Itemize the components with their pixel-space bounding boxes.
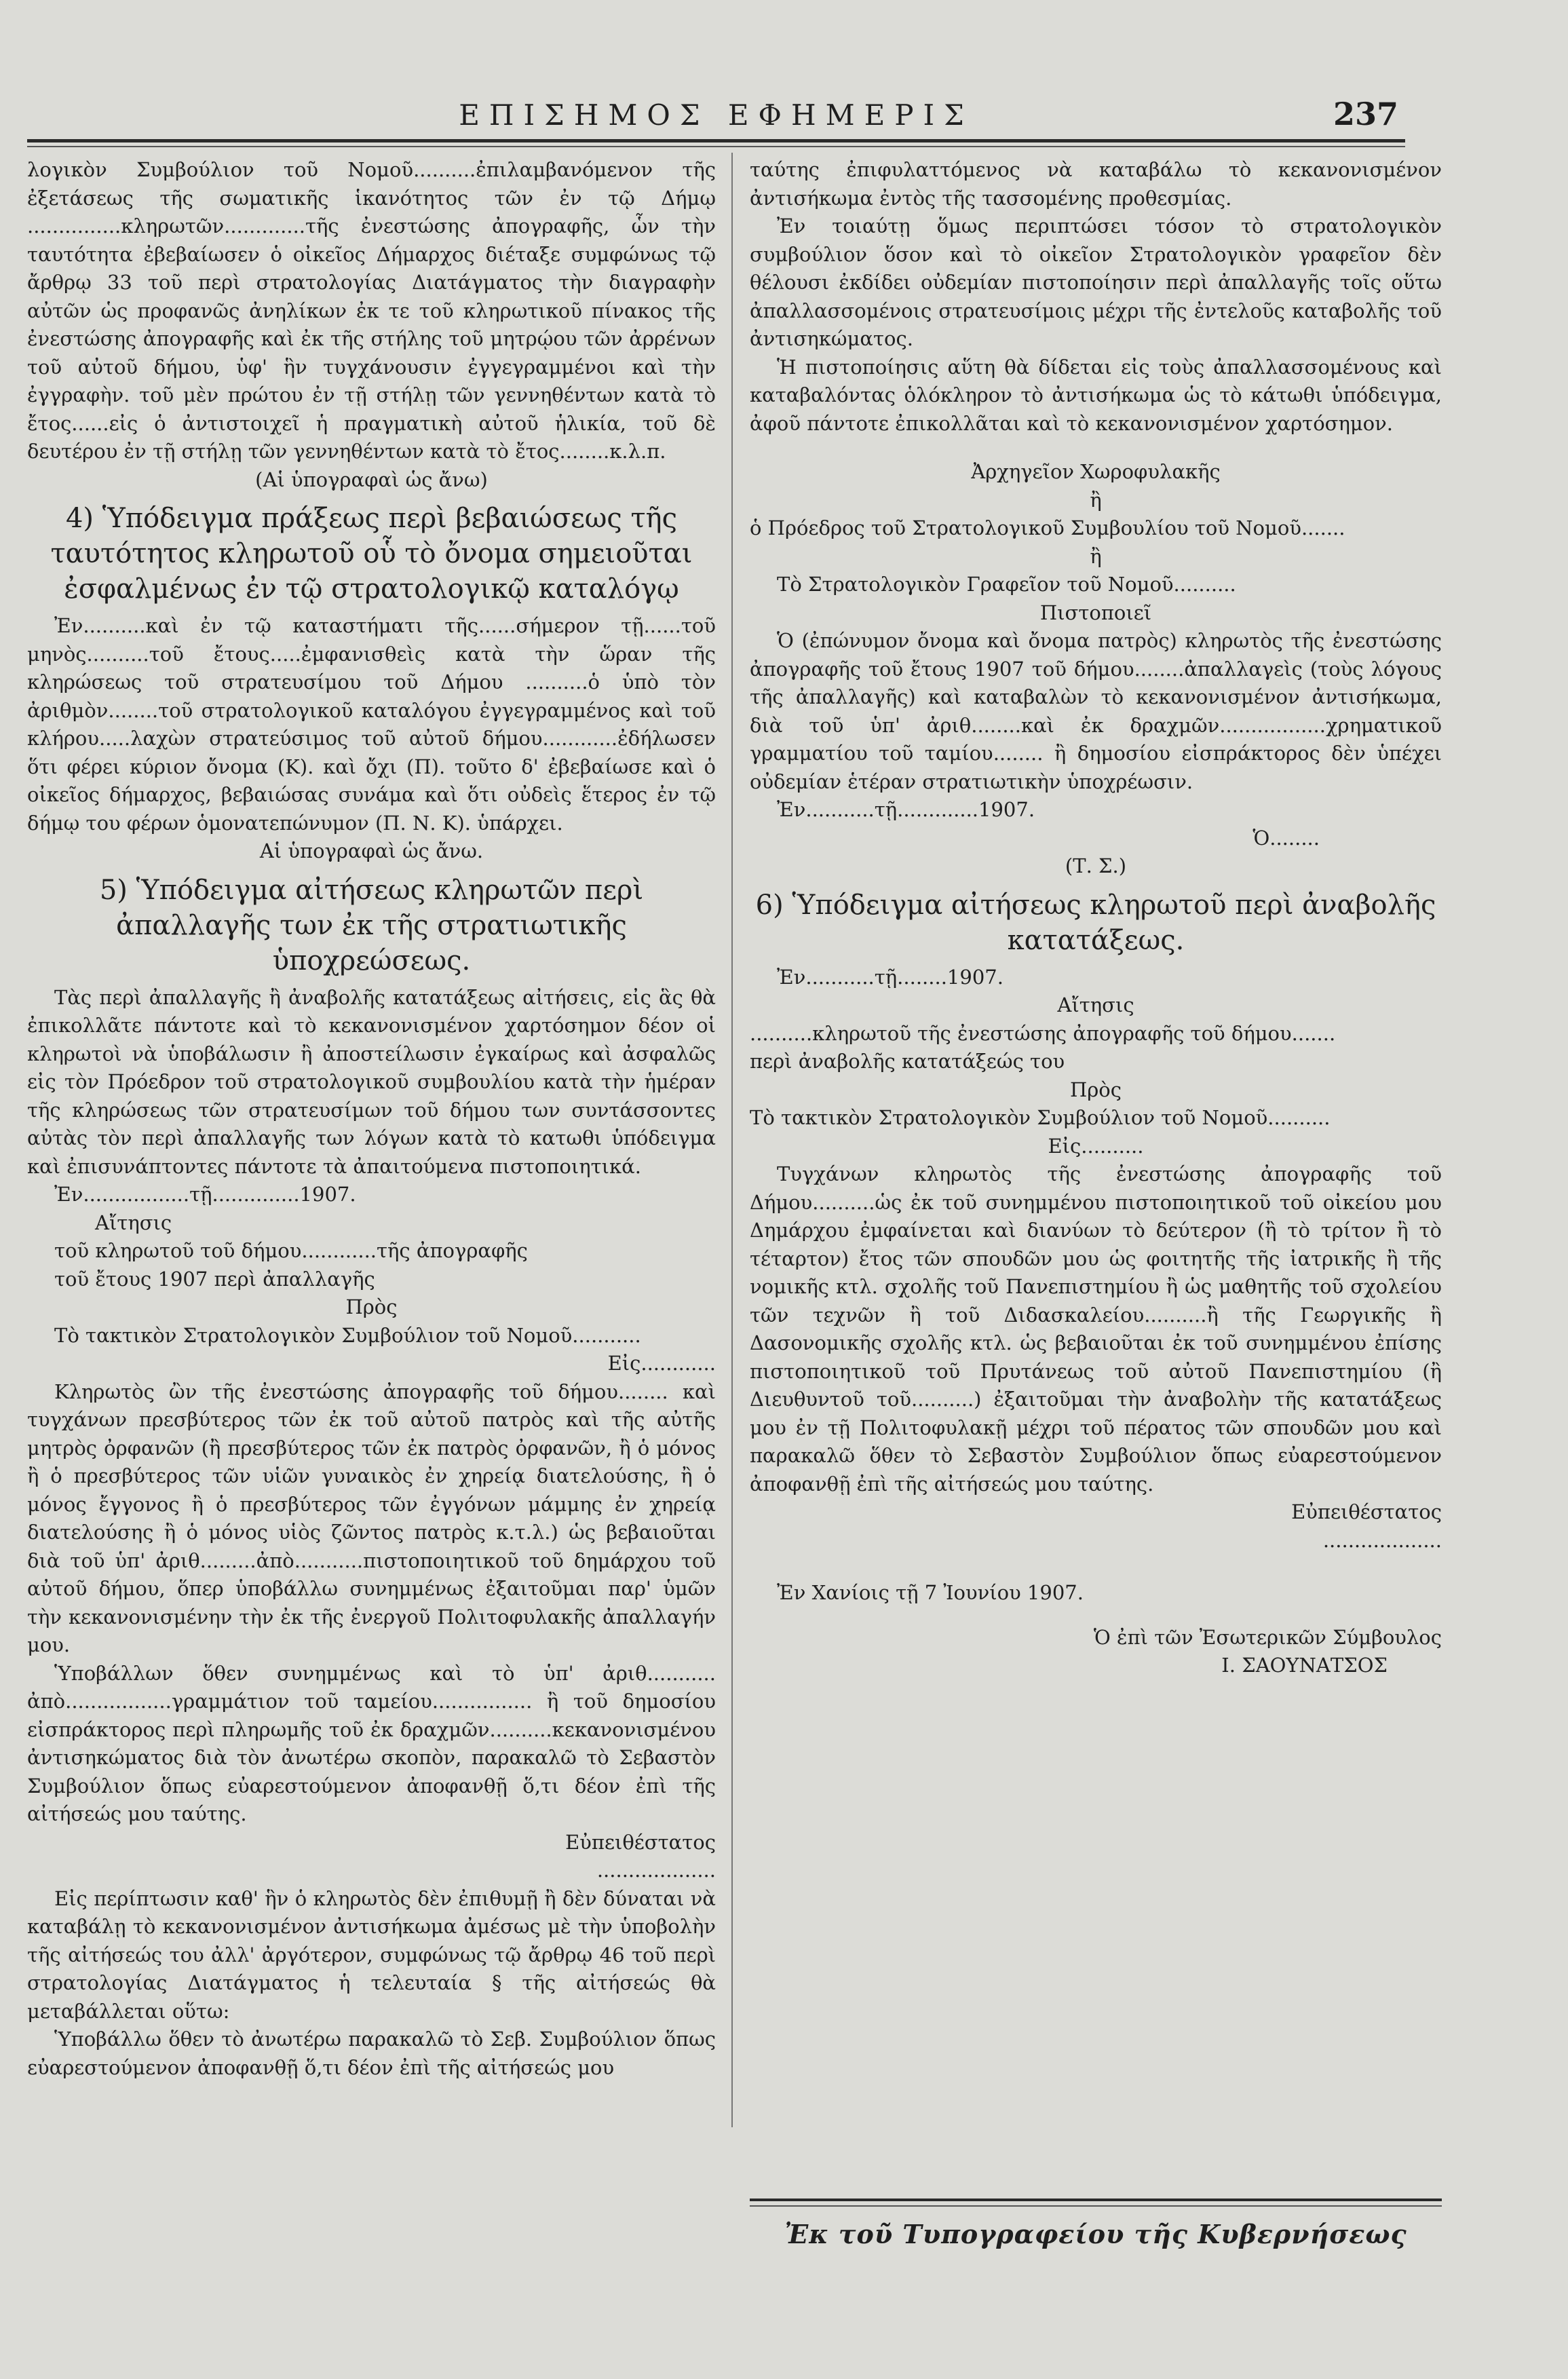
closing: Εὐπειθέστατος <box>1291 1500 1442 1523</box>
paragraph: ταύτης ἐπιφυλαττόμενος νὰ καταβάλω τὸ κεκανονισμένον ἀντισήκωμα ἐντὸς τῆς τασσομένης προθεσμίας. <box>750 158 1442 210</box>
header-rule-thin <box>27 146 1405 147</box>
left-column <box>27 156 716 2082</box>
form-line: Ἀρχηγεῖον Χωροφυλακῆς <box>971 460 1221 483</box>
form-line: περὶ ἀναβολῆς κατατάξεώς του <box>750 1050 1065 1073</box>
seal-note: (Τ. Σ.) <box>1065 854 1127 877</box>
printer-imprint: Ἐκ τοῦ Τυπογραφείου τῆς Κυβερνήσεως <box>784 2219 1407 2249</box>
form-line: Πρὸς <box>345 1295 398 1318</box>
paragraph: Τυγχάνων κληρωτὸς τῆς ἐνεστώσης ἀπογραφῆς τοῦ Δήμου..........ὡς ἐκ τοῦ συνημμένου πιστοποιητικοῦ τοῦ οἰκείου μου Δημάρχου ἐμφαίνεται καὶ διανύων τὸ δεύτερον (ἢ τὸ τρίτον ἢ τὸ τέταρτον) ἔτος τῶν σπουδῶν μου ὡς φοιτητῆς τῆς ἰατρικῆς ἢ τῆς νομικῆς κτλ. σχολῆς τοῦ Πανεπιστημίου ἢ ὡς μαθητῆς τοῦ σχολείου τῶν τεχνῶν ἢ τοῦ Διδασκαλείου..........ἢ τῆς Γεωργικῆς ἢ Δασονομικῆς σχολῆς κτλ. ὡς βεβαιοῦται ἐκ τοῦ συνημμένου ἐπίσης πιστοποιητικοῦ τοῦ Πρυτάνεως τοῦ αὐτοῦ Πανεπιστημίου (ἢ Διευθυντοῦ τοῦ..........) ἐξαιτοῦμαι τὴν ἀναβολὴν τῆς κατατάξεως μου ἐν τῇ Πολιτοφυλακῇ μέχρι τοῦ πέρατος τῶν σπουδῶν μου καὶ παρακαλῶ ὅθεν τὸ Σεβαστὸν Συμβούλιον ὅπως εὐαρεστούμενον ἀποφανθῇ ἐπὶ τῆς αἰτήσεώς μου ταύτης. <box>750 1162 1442 1496</box>
form-line: Τὸ τακτικὸν Στρατολογικὸν Συμβούλιον τοῦ Νομοῦ.......... <box>750 1106 1331 1129</box>
page-number: 237 <box>1333 96 1398 132</box>
signatory-name: Ι. ΣΑΟΥΝΑΤΣΟΣ <box>1221 1654 1388 1677</box>
paragraph: λογικὸν Συμβούλιον τοῦ Νομοῦ..........ἐπιλαμβανόμενον τῆς ἐξετάσεως τῆς σωματικῆς ἱκανότητος τῶν ἐν τῷ Δήμῳ ...............κληρωτῶν.............τῆς ἐνεστώσης ἀπογραφῆς, ὧν τὴν ταυτότητα ἐβεβαίωσεν ὁ οἰκεῖος Δήμαρχος διέταξε συμφώνως τῷ ἄρθρῳ 33 τοῦ περὶ στρατολογίας Διατάγματος τὴν διαγραφὴν αὐτῶν ὡς προφανῶς ἀνηλίκων ἐκ τε τοῦ κληρωτικοῦ πίνακος τῆς ἐνεστώσης ἀπογραφῆς καὶ ἐκ τῆς στήλης τοῦ μητρῴου τῶν ἀρρένων τοῦ αὐτοῦ δήμου, ὑφ' ἣν τυγχάνουσιν ἐγγεγραμμένοι καὶ τὴν ἐγγραφὴν. τοῦ μὲν πρώτου ἐν τῇ στήλῃ τῶν γεννηθέντων κατὰ τὸ ἔτος......εἰς ὁ ἀντιστοιχεῖ ἡ πραγματικὴ αὐτοῦ ἡλικία, τοῦ δὲ δευτέρου ἐν τῇ στήλῃ τῶν γεννηθέντων κατὰ τὸ ἔτος........κ.λ.π. <box>27 158 716 463</box>
signature-note: Αἱ ὑπογραφαὶ ὡς ἄνω. <box>259 839 484 862</box>
form-line: ὁ Πρόεδρος τοῦ Στρατολογικοῦ Συμβουλίου τοῦ Νομοῦ....... <box>750 516 1345 539</box>
form-line: Εἰς............ <box>607 1352 716 1375</box>
place-date: Ἐν Χανίοις τῇ 7 Ἰουνίου 1907. <box>777 1581 1084 1604</box>
signature-dots: ................... <box>1322 1528 1442 1552</box>
form-title: Αἴτησις <box>1057 993 1134 1016</box>
newspaper-title: ΕΠΙΣΗΜΟΣ ΕΦΗΜΕΡΙΣ <box>459 98 974 132</box>
signatory-role: Ὁ ἐπὶ τῶν Ἐσωτερικῶν Σύμβουλος <box>1093 1625 1442 1649</box>
paragraph: Τὰς περὶ ἀπαλλαγῆς ἢ ἀναβολῆς κατατάξεως αἰτήσεις, εἰς ἃς θὰ ἐπικολλᾶτε πάντοτε καὶ τὸ κεκανονισμένον χαρτόσημον δέον οἱ κληρωτοὶ νὰ ὑποβάλωσιν ἢ ἀποστείλωσιν ἐγκαίρως καὶ ἀσφαλῶς εἰς τὸν Πρόεδρον τοῦ στρατολογικοῦ συμβουλίου κατὰ τὴν ἡμέραν τῆς κληρώσεως τῶν στρατευσίμων τοῦ δήμου των συντάσσοντες αὐτὰς τὸν περὶ ἀπαλλαγῆς των λόγων κατὰ τὸ κατωθι ὑπόδειγμα καὶ ἐπισυνάπτοντες πάντοτε τὰ ἀπαιτούμενα πιστοποιητικά. <box>27 985 716 1178</box>
paragraph: Ὑποβάλλω ὅθεν τὸ ἀνωτέρω παρακαλῶ τὸ Σεβ. Συμβούλιον ὅπως εὐαρεστούμενον ἀποφανθῇ ὅ,τι δέον ἐπὶ τῆς αἰτήσεώς μου <box>27 2028 716 2079</box>
form-line: Τὸ Στρατολογικὸν Γραφεῖον τοῦ Νομοῦ.......... <box>777 573 1236 596</box>
paragraph: Ὑποβάλλων ὅθεν συνημμένως καὶ τὸ ὑπ' ἀριθ........... ἀπὸ.................γραμμάτιον τοῦ ταμείου................ ἢ τοῦ δημοσίου εἰσπράκτορος περὶ πληρωμῆς τοῦ ἐκ δραχμῶν..........κεκανονισμένου ἀντισηκώματος διὰ τὸν ἀνωτέρω σκοπὸν, παρακαλῶ τὸ Σεβαστὸν Συμβούλιον ὅπως εὐαρεστούμενον ἀποφανθῇ ὅ,τι δέον ἐπὶ τῆς αἰτήσεώς μου ταύτης. <box>27 1661 716 1825</box>
paragraph: Ὁ (ἐπώνυμον ὄνομα καὶ ὄνομα πατρὸς) κληρωτὸς τῆς ἐνεστώσης ἀπογραφῆς τοῦ ἔτους 1907 τοῦ δήμου........ἀπαλλαγεὶς (τοὺς λόγους τῆς ἀπαλλαγῆς) καὶ καταβαλὼν τὸ κεκανονισμένον ἀντισήκωμα, διὰ τοῦ ὑπ' ἀριθ........καὶ ἐκ δραχμῶν.................χρηματικοῦ γραμματίου τοῦ ταμίου........ ἢ δημοσίου εἰσπράκτορος δὲν ὑπέχει οὐδεμίαν ἑτέραν στρατιωτικὴν ὑποχρέωσιν. <box>750 629 1442 793</box>
signature-dots: ................... <box>596 1859 716 1882</box>
form-line: ἢ <box>1090 544 1102 568</box>
signature-note: (Αἱ ὑπογραφαὶ ὡς ἄνω) <box>255 468 488 491</box>
form-line: Εἰς.......... <box>1048 1134 1144 1158</box>
section-heading-6: 6) Ὑπόδειγμα αἰτήσεως κληρωτοῦ περὶ ἀναβολῆς κατατάξεως. <box>755 889 1436 956</box>
footer-rule <box>750 2199 1442 2201</box>
section-heading-4: 4) Ὑπόδειγμα πράξεως περὶ βεβαιώσεως τῆς ταυτότητος κληρωτοῦ οὗ τὸ ὄνομα σημειοῦται ἐσφαλμένως ἐν τῷ στρατολογικῷ καταλόγῳ <box>50 503 693 605</box>
column-divider <box>731 153 733 2127</box>
paragraph: Κληρωτὸς ὢν τῆς ἐνεστώσης ἀπογραφῆς τοῦ δήμου........ καὶ τυγχάνων πρεσβύτερος τῶν ἐκ τοῦ αὐτοῦ πατρὸς καὶ τῆς αὐτῆς μητρὸς ὀρφανῶν (ἢ πρεσβύτερος τῶν ἐκ πατρὸς ὀρφανῶν, ἢ ὁ μόνος ἢ ὁ πρεσβύτερος τῶν υἱῶν γυναικὸς ἐν χηρείᾳ διατελούσης, ἢ ὁ μόνος ἔγγονος ἢ ὁ πρεσβύτερος τῶν ἐγγόνων μάμμης ἐν χηρείᾳ διατελούσης ἢ ὁ μόνος υἱὸς ζῶντος πατρὸς κ.τ.λ.) ὡς βεβαιοῦται διὰ τοῦ ὑπ' ἀριθ.........ἀπὸ...........πιστοποιητικοῦ τοῦ δημάρχου τοῦ αὐτοῦ δήμου, ὅπερ ὑποβάλλω συνημμένως ἐξαιτοῦμαι παρ' ὑμῶν τὴν κεκανονισμένην τὴν ἐκ τῆς ἐνεργοῦ Πολιτοφυλακῆς ἀπαλλαγήν μου. <box>27 1379 716 1656</box>
signature-line: Ὁ........ <box>1253 826 1320 850</box>
form-line: ..........κληρωτοῦ τῆς ἐνεστώσης ἀπογραφῆς τοῦ δήμου....... <box>750 1021 1336 1045</box>
page-header <box>27 98 1405 146</box>
right-column <box>750 156 1442 1680</box>
form-line: τοῦ ἔτους 1907 περὶ ἀπαλλαγῆς <box>54 1267 375 1291</box>
date-line: Ἐν...........τῇ.............1907. <box>777 798 1035 821</box>
form-line: Πρὸς <box>1069 1078 1122 1101</box>
section-heading-5: 5) Ὑπόδειγμα αἰτήσεως κληρωτῶν περὶ ἀπαλλαγῆς των ἐκ τῆς στρατιωτικῆς ὑποχρεώσεως. <box>99 874 644 976</box>
form-title: Αἴτησις <box>95 1211 172 1234</box>
footer-rule-thin <box>750 2205 1442 2207</box>
form-line: ἢ <box>1090 488 1102 512</box>
paragraph: Ἐν..........καὶ ἐν τῷ καταστήματι τῆς......σήμερον τῇ......τοῦ μηνὸς..........τοῦ ἔτους.....ἐμφανισθεὶς κατὰ τὴν ὥραν τῆς κληρώσεως τοῦ στρατευσίμου τοῦ Δήμου ..........ὁ ὑπὸ τὸν ἀριθμὸν........τοῦ στρατολογικοῦ καταλόγου ἐγγεγραμμένος καὶ τοῦ κλήρου.....λαχὼν στρατεύσιμος τοῦ αὐτοῦ δήμου............ἐδήλωσεν ὅτι φέρει κύριον ὄνομα (Κ). καὶ ὄχι (Π). τοῦτο δ' ἐβεβαίωσε καὶ ὁ οἰκεῖος δήμαρχος, βεβαιώσας συνάμα καὶ ὅτι οὐδεὶς ἕτερος ἐν τῷ δήμῳ του φέρων ὁμονατεπώνυμον (Π. Ν. Κ). ὑπάρχει. <box>27 614 716 835</box>
paragraph: Ἐν τοιαύτῃ ὅμως περιπτώσει τόσον τὸ στρατολογικὸν συμβούλιον ὅσον καὶ τὸ οἰκεῖον Στρατολογικὸν γραφεῖον δὲν θέλουσι ἐκδίδει οὐδεμίαν πιστοποίησιν περὶ ἀπαλλαγῆς τοῖς οὕτω ἀπαλλασσομένοις στρατευσίμοις μέχρι τῆς ἐντελοῦς καταβολῆς τοῦ ἀντισηκώματος. <box>750 214 1442 350</box>
paragraph: Ἡ πιστοποίησις αὕτη θὰ δίδεται εἰς τοὺς ἀπαλλασσομένους καὶ καταβαλόντας ὁλόκληρον τὸ ἀντισήκωμα ὡς τὸ κάτωθι ὑπόδειγμα, ἀφοῦ πάντοτε ἐπικολλᾶται καὶ τὸ κεκανονισμένον χαρτόσημον. <box>750 355 1442 435</box>
header-rule <box>27 139 1405 142</box>
form-line: Πιστοποιεῖ <box>1039 601 1152 624</box>
closing: Εὐπειθέστατος <box>565 1830 716 1854</box>
date-line: Ἐν...........τῇ........1907. <box>777 965 1003 989</box>
form-line: Τὸ τακτικὸν Στρατολογικὸν Συμβούλιον τοῦ Νομοῦ........... <box>54 1323 641 1347</box>
form-line: τοῦ κληρωτοῦ τοῦ δήμου............τῆς ἀπογραφῆς <box>54 1239 528 1262</box>
paragraph: Εἰς περίπτωσιν καθ' ἣν ὁ κληρωτὸς δὲν ἐπιθυμῇ ἢ δὲν δύναται νὰ καταβάλῃ τὸ κεκανονισμένον ἀντισήκωμα ἀμέσως μὲ τὴν ὑποβολὴν τῆς αἰτήσεώς του ἀλλ' ἀργότερον, συμφώνως τῷ ἄρθρῳ 46 τοῦ περὶ στρατολογίας Διατάγματος ἡ τελευταία § τῆς αἰτήσεώς θὰ μεταβάλλεται οὕτω: <box>27 1886 716 2023</box>
date-line: Ἐν.................τῇ..............1907. <box>54 1183 356 1206</box>
